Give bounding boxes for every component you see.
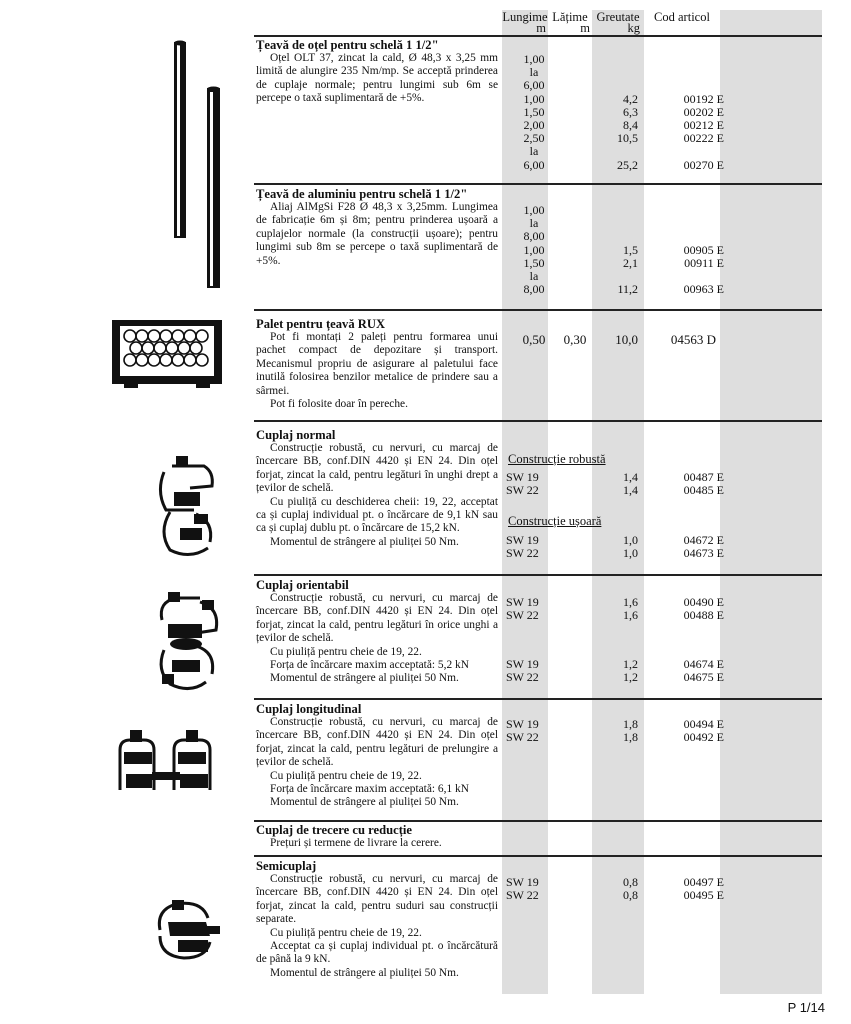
section-title: Semicuplaj [256,859,317,873]
length-values: SW 19 SW 22 [506,657,539,685]
group-label-robust: Construcție robustă [508,452,606,466]
length-values: SW 19 SW 22 [506,595,539,623]
section-text: Aliaj AlMgSi F28 Ø 48,3 x 3,25mm. Lungimea de fabricație 6m și 8m; pentru prinderea ușoară a cuplajelor normale (la construcții ușoare); pentru lungimi sub 8m se percepe o taxă suplimentară de +5%. [256,201,498,267]
section-text: Construcție robustă, cu nervuri, cu marcaj de încercare BB, conf.DIN 4420 și EN 24. Din oțel forjat, zincat la cald, pentru legături în unghi drept a țevilor de schelă. [256,442,498,495]
section-text: Forța de încărcare maxim acceptată: 6,1 kN [270,783,469,796]
section-swivel-coupler [256,578,498,686]
divider [254,698,822,700]
pallet-illustration [108,318,228,390]
section-text: Construcție robustă, cu nervuri, cu marcaj de încercare BB, conf.DIN 4420 și EN 24. Din oțel forjat, zincat la cald, pentru legături în orice unghi a țevilor de schelă. [256,592,498,645]
divider [254,35,822,37]
divider [254,183,822,185]
section-title: Cuplaj longitudinal [256,702,362,716]
section-title: Cuplaj normal [256,428,336,442]
divider [254,574,822,576]
weight-values: 1,0 1,0 [623,533,638,561]
group-label-light: Construcție ușoară [508,514,602,528]
section-pallet [256,317,498,411]
section-title: Cuplaj de trecere cu reducție [256,823,412,837]
section-text: Acceptat ca și cuplaj individual pt. o încărcătură de până la 9 kN. [256,940,498,966]
section-text: Prețuri și termene de livrare la cerere. [270,837,442,849]
section-text: Construcție robustă, cu nervuri, cu marcaj de încercare BB, conf.DIN 4420 și EN 24. Din oțel forjat, zincat la cald, pentru suduri sau construcții separate. [256,873,498,926]
weight-values: 1,4 1,4 [623,470,638,498]
length-values: SW 19 SW 22 [506,875,539,903]
section-text: Momentul de strângere al piuliței 50 Nm. [270,672,459,685]
weight-values: 1,5 2,1 11,2 [617,242,638,297]
section-text: Pot fi montați 2 paleți pentru formarea unui pachet compact de depozitare și transport. Mecanismul propriu de asigurare al paletului face inutilă folosirea benzilor metalice de prindere sau a sârmei. [256,331,498,397]
longitudinal-coupler-illustration [112,728,232,800]
section-text: Momentul de strângere al piuliței 50 Nm. [270,796,459,809]
code-values: 00494 E 00492 E [683,717,724,745]
weight-values: 0,8 0,8 [623,875,638,903]
section-title: Cuplaj orientabil [256,578,349,592]
weight-values: 1,8 1,8 [623,717,638,745]
header-code: Cod articol [654,10,710,24]
divider [254,420,822,422]
width-values: 0,30 [563,332,587,347]
code-values: 00487 E 00485 E [683,470,724,498]
weight-values: 4,2 6,3 8,4 10,5 25,2 [617,91,638,172]
length-values: 1,00 la 6,00 1,00 1,50 2,00 2,50 la 6,00 [523,52,545,172]
code-values: 04563 D [670,332,716,347]
extra-column-shade [720,10,822,994]
length-values: 0,50 [522,332,546,347]
code-values: 04672 E 04673 E [683,533,724,561]
section-title: Palet pentru țeavă RUX [256,317,386,331]
divider [254,855,822,857]
weight-values: 1,6 1,6 [623,595,638,623]
section-text: Forța de încărcare maxim acceptată: 5,2 kN [270,659,469,672]
normal-coupler-illustration [150,452,230,564]
section-normal-coupler [256,428,498,549]
code-values: 04674 E 04675 E [683,657,724,685]
page-number: P 1/14 [787,1000,825,1015]
section-text: Cu piuliță cu deschiderea cheii: 19, 22, acceptat ca și cuplaj individual pt. o încărcare de 9,1 kN sau ca și cuplaj dublu pt. o încărcare de 15,2 kN. [256,495,498,535]
section-text: Pot fi folosite doar în pereche. [270,398,408,411]
code-values: 00905 E 00911 E 00963 E [683,242,724,297]
section-aluminium-pipe [256,187,498,268]
section-title: Țeavă de aluminiu pentru schelă 1 1/2" [256,187,468,201]
section-text: Construcție robustă, cu nervuri, cu marcaj de încercare BB, conf.DIN 4420 și EN 24. Din oțel forjat, zincat la cald, pentru legături de prelungire a țevilor de schelă. [256,716,498,769]
code-values: 00192 E 00202 E 00212 E 00222 E 00270 E [683,91,724,172]
weight-values: 1,2 1,2 [623,657,638,685]
code-values: 00490 E 00488 E [683,595,724,623]
swivel-coupler-illustration [150,590,230,700]
section-text: Oțel OLT 37, zincat la cald, Ø 48,3 x 3,25 mm limită de alungire 235 Nm/mp. Se acceptă prinderea de cuplaje normale; pentru lungimi sub 6m se percepe o taxă suplimentară de +5%. [256,52,498,105]
length-values: SW 19 SW 22 [506,470,539,498]
section-half-coupler [256,859,498,980]
pipes-illustration [160,40,240,300]
section-text: Cu piuliță pentru cheie de 19, 22. [270,769,422,782]
section-longitudinal-coupler [256,702,498,810]
header-weight: Greutate kg [596,10,640,35]
header-length: Lungime m [502,10,548,35]
length-values: 1,00 la 8,00 1,00 1,50 la 8,00 [523,203,545,297]
divider [254,309,822,311]
section-text: Momentul de strângere al piuliței 50 Nm. [270,535,459,548]
length-values: SW 19 SW 22 [506,533,539,561]
section-text: Momentul de strângere al piuliței 50 Nm. [270,966,459,979]
section-reducer-coupler [256,823,498,850]
section-text: Cu piuliță pentru cheie de 19, 22. [270,926,422,939]
length-values: SW 19 SW 22 [506,717,539,745]
code-values: 00497 E 00495 E [683,875,724,903]
section-text: Cu piuliță pentru cheie de 19, 22. [270,645,422,658]
header-width: Lățime m [552,10,590,35]
section-title: Țeavă de oțel pentru schelă 1 1/2" [256,38,439,52]
weight-values: 10,0 [615,332,638,347]
section-steel-pipe [256,38,498,106]
divider [254,820,822,822]
half-coupler-illustration [150,896,230,966]
